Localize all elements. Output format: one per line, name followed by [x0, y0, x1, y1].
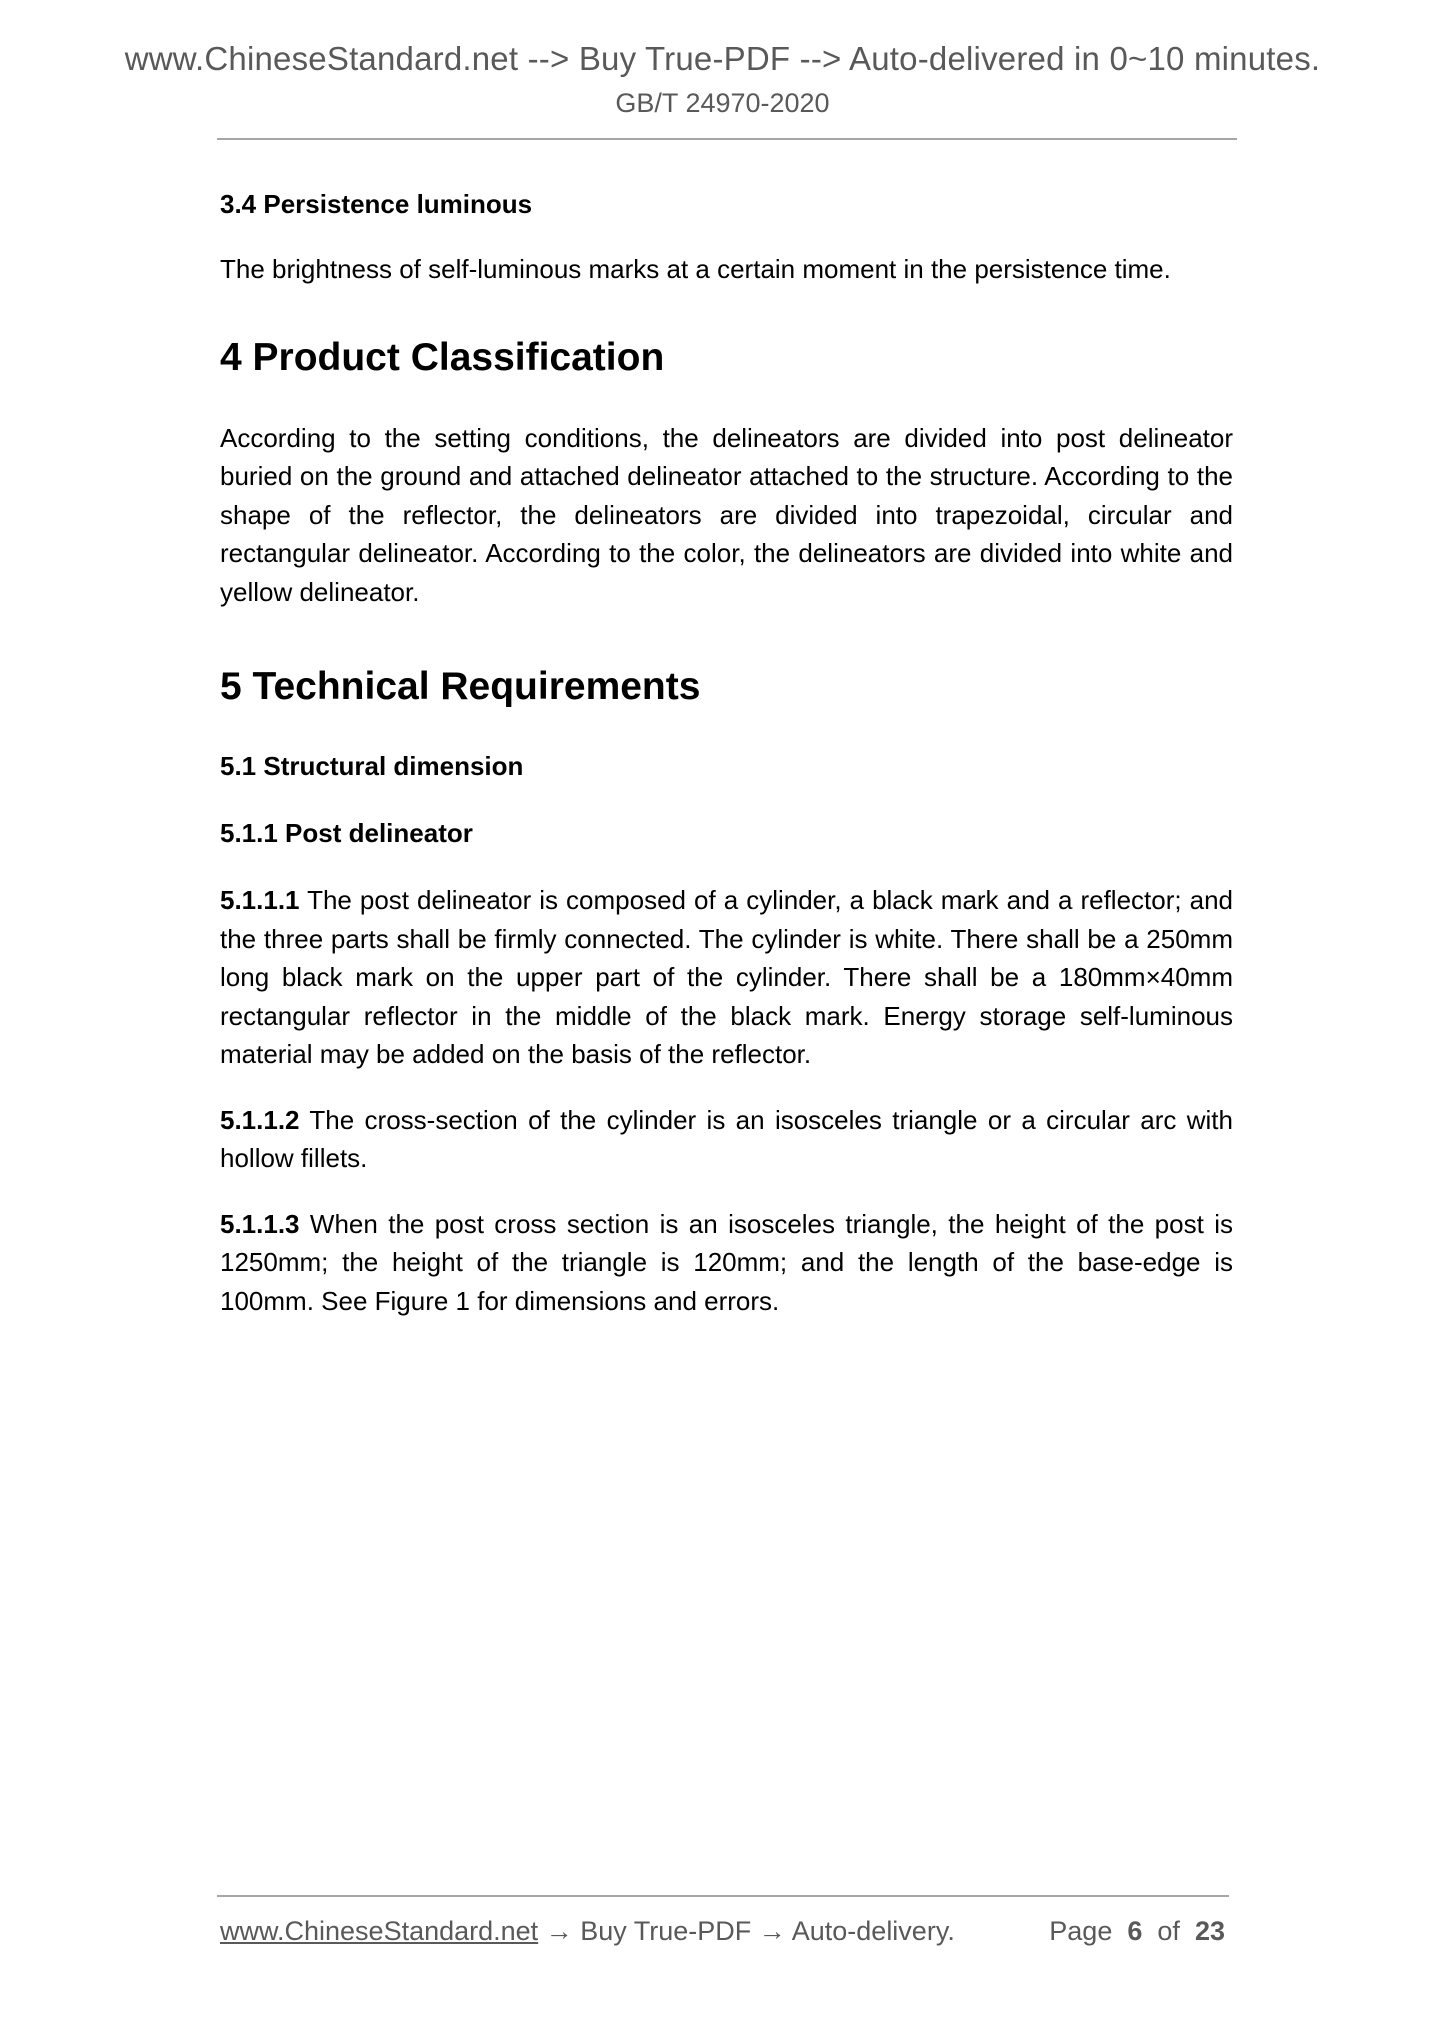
clause-5-1-1-3: [220, 1205, 1233, 1321]
total-pages-number: 23: [1194, 1916, 1225, 1946]
clause-number: 5.1.1.3: [220, 1208, 300, 1239]
clause-number: 5.1.1.2: [220, 1104, 300, 1135]
of-label: of: [1157, 1916, 1180, 1946]
clause-number: 5.1.1.1: [220, 885, 300, 915]
footer-promo: [220, 1916, 955, 1947]
current-page-number: 6: [1127, 1916, 1143, 1946]
clause-text: The post delineator is composed of a cylinder, a black mark and a reflector; and the three parts shall be firmly connected. The cylinder is white. There shall be a 250mm long black mark on the upper part of the cylinder. There shall be a 180mm×40mm rectangular reflector in the middle of the black mark. Energy storage self-luminous material may be added on the basis of the reflector.: [220, 885, 1233, 1069]
page-indicator: [1049, 1916, 1225, 1947]
header-banner: www.ChineseStandard.net --> Buy True-PDF --> Auto-delivered in 0~10 minutes.: [124, 40, 1321, 77]
footer-website-link[interactable]: www.ChineseStandard.net: [220, 1916, 539, 1946]
footer-tagline: → Buy True-PDF → Auto-delivery.: [538, 1916, 955, 1946]
header-divider: [217, 138, 1237, 140]
footer-divider: [217, 1895, 1229, 1897]
section-5-1-heading: 5.1 Structural dimension: [220, 751, 524, 781]
section-3-4-text: The brightness of self-luminous marks at a certain moment in the persistence time.: [220, 254, 1171, 284]
clause-5-1-1-2: [220, 1101, 1233, 1178]
section-3-4-heading: 3.4 Persistence luminous: [220, 189, 533, 219]
page-label: Page: [1049, 1916, 1113, 1946]
clause-5-1-1-1: [220, 881, 1233, 1074]
page-content: [220, 187, 1233, 1320]
clause-text: The cross-section of the cylinder is an isosceles triangle or a circular arc with hollow fillets.: [220, 1104, 1233, 1173]
section-5-heading: 5 Technical Requirements: [220, 665, 701, 708]
document-code: GB/T 24970-2020: [615, 88, 830, 118]
section-4-heading: 4 Product Classification: [220, 335, 665, 379]
section-4-text: According to the setting conditions, the delineators are divided into post delineator buried on the ground and attached delineator attached to the structure. According to the shape of the reflector, the delineators are divided into trapezoidal, circular and rectangular delineator. According to the color, the delineators are divided into white and yellow delineator.: [220, 422, 1233, 607]
section-5-1-1-heading: 5.1.1 Post delineator: [220, 818, 473, 848]
clause-text: When the post cross section is an isosceles triangle, the height of the post is 1250mm; the height of the triangle is 120mm; and the length of the base-edge is 100mm. See Figure 1 for dimensions and errors.: [220, 1208, 1233, 1316]
